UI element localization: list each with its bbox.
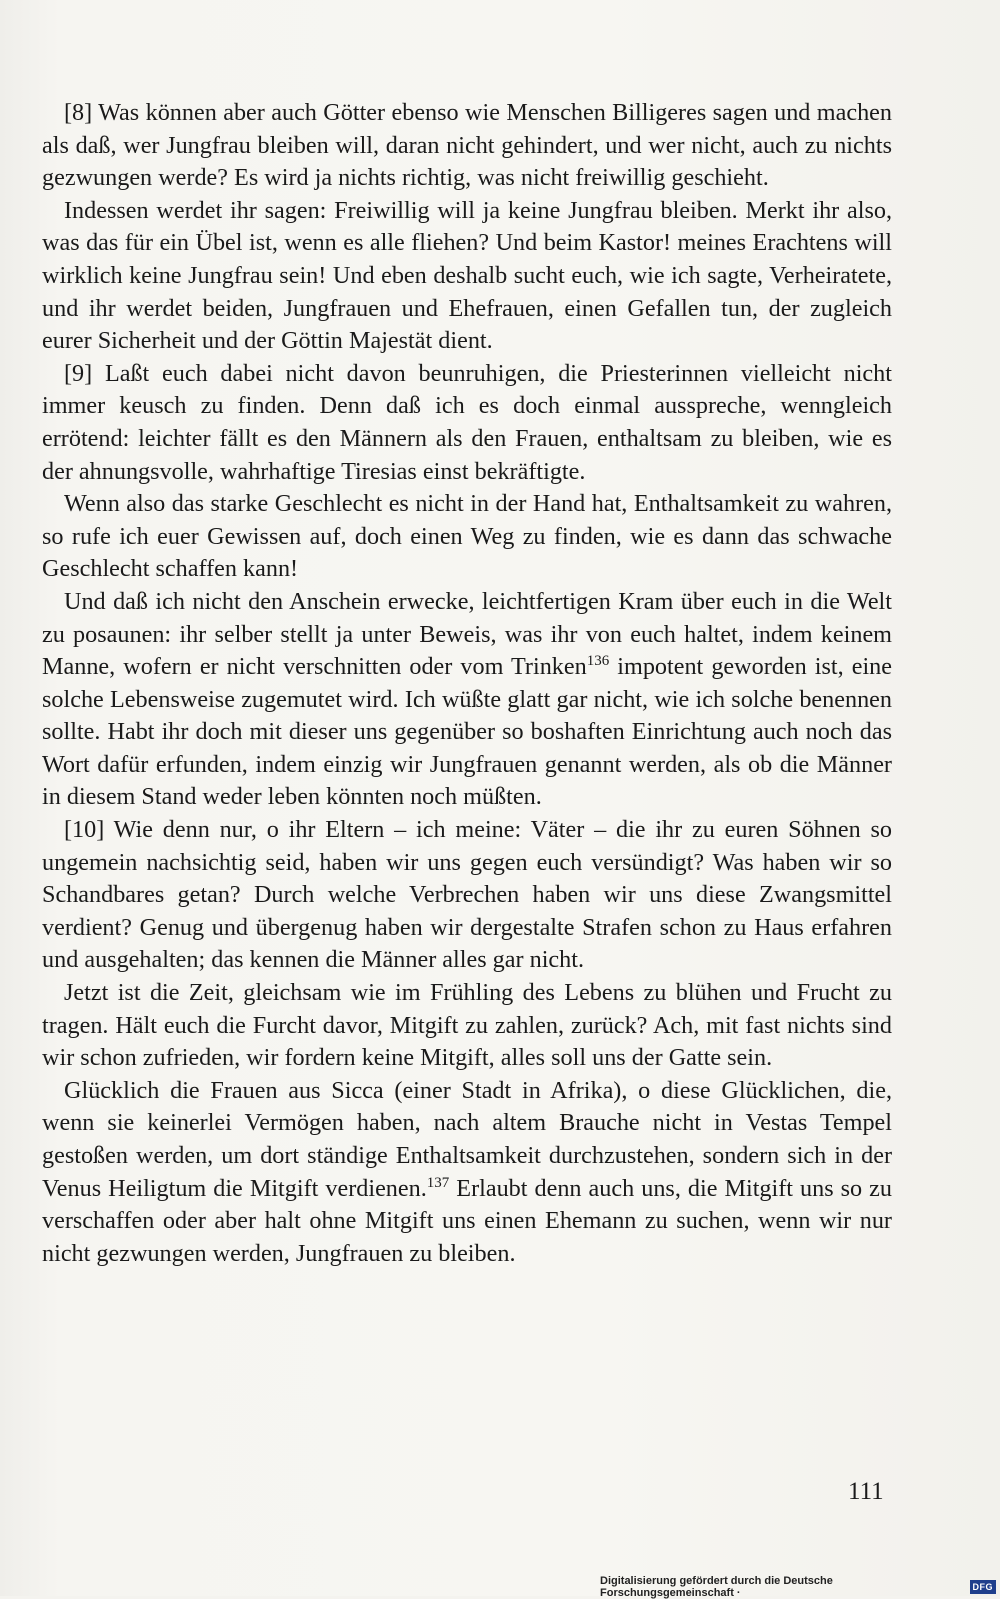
paragraph bbox=[42, 488, 892, 586]
paragraph-text: Wenn also das starke Geschlecht es nicht in der Hand hat, Enthaltsamkeit zu wahren, so rufe ich euer Gewissen auf, doch einen Weg zu finden, wie es dann das schwache Geschlecht schaffen kann! bbox=[42, 490, 892, 583]
paragraph-text: Erlaubt denn auch uns, die Mitgift uns so zu verschaffen oder aber halt ohne Mitgift uns einen Ehemann zu suchen, wenn wir nur nicht gezwungen werden, Jungfrauen zu bleiben. bbox=[42, 1174, 892, 1267]
paragraph-text: Und daß ich nicht den Anschein erwecke, leichtfertigen Kram über euch in die Welt zu posaunen: ihr selber stellt ja unter Beweis, was ihr von euch haltet, indem keinem Manne, wofern er nicht verschnitten oder vom Trinken bbox=[42, 587, 892, 681]
credit-text: Digitalisierung gefördert durch die Deutsche Forschungsgemeinschaft · bbox=[600, 1574, 833, 1599]
paragraph-text: Indessen werdet ihr sagen: Freiwillig will ja keine Jungfrau bleiben. Merkt ihr also, was das für ein Übel ist, wenn es alle fliehen? Und beim Kastor! meines Erachtens will wirklich keine Jungfrau sein! Und eben deshalb sucht euch, wie ich sagte, Verheiratete, und ihr werdet beiden, Jungfrauen und Ehefrauen, einen Gefallen tun, der zugleich eurer Sicherheit und der Göttin Majestät dient. bbox=[42, 196, 892, 355]
footnote-marker: 136 bbox=[586, 653, 610, 670]
paragraph bbox=[42, 358, 892, 488]
digitization-credit bbox=[600, 1574, 1000, 1599]
body-text bbox=[42, 97, 892, 1270]
footnote-marker: 137 bbox=[426, 1174, 450, 1191]
paragraph bbox=[42, 814, 892, 977]
paragraph-text: [10] Wie denn nur, o ihr Eltern – ich meine: Väter – die ihr zu euren Söhnen so ungemein nachsichtig seid, haben wir uns gegen euch versündigt? Was haben wir so Schandbares getan? Durch welche Verbrechen haben wir uns diese Zwangsmittel verdient? Genug und übergenug haben wir dergestalte Strafen schon zu Haus erfahren und ausgehalten; das kennen die Männer alles gar nicht. bbox=[42, 816, 892, 974]
page-number: 111 bbox=[848, 1478, 884, 1505]
paragraph-text: Jetzt ist die Zeit, gleichsam wie im Frühling des Lebens zu blühen und Frucht zu tragen. Hält euch die Furcht davor, Mitgift zu zahlen, zurück? Ach, mit fast nichts sind wir schon zufrieden, wir fordern keine Mitgift, alles soll uns der Gatte sein. bbox=[42, 979, 892, 1072]
paragraph bbox=[42, 977, 892, 1075]
paragraph-text: [9] Laßt euch dabei nicht davon beunruhigen, die Priesterinnen vielleicht nicht immer keusch zu finden. Denn daß ich es doch einmal ausspreche, wenngleich errötend: leichter fällt es den Männern als den Frauen, enthaltsam zu bleiben, wie es der ahnungsvolle, wahrhaftige Tiresias einst bekräftigte. bbox=[42, 359, 892, 485]
paragraph bbox=[42, 97, 892, 195]
paragraph bbox=[42, 195, 892, 358]
paragraph bbox=[42, 1075, 892, 1271]
paragraph-text: impotent geworden ist, eine solche Lebensweise zugemutet wird. Ich wüßte glatt gar nicht, wie ich solche benennen sollte. Habt ihr doch mit dieser uns gegenüber so boshaften Einrichtung auch noch das Wort dafür erfunden, indem einzig wir Jungfrauen genannt werden, als ob die Männer in diesem Stand weder leben könnten noch müßten. bbox=[42, 653, 892, 811]
paragraph-text: [8] Was können aber auch Götter ebenso wie Menschen Billigeres sagen und machen als daß, wer Jungfrau bleiben will, daran nicht gehindert, und wer nicht, auch zu nichts gezwungen werde? Es wird ja nichts richtig, was nicht freiwillig geschieht. bbox=[42, 99, 892, 192]
paragraph-text: Glücklich die Frauen aus Sicca (einer Stadt in Afrika), o diese Glücklichen, die, wenn sie keinerlei Vermögen haben, nach altem Brauche nicht in Vestas Tempel gestoßen werden, um dort ständige Enthaltsamkeit durchzustehen, sondern sich in der Venus Heiligtum die Mitgift verdienen. bbox=[42, 1076, 892, 1202]
dfg-logo: DFG bbox=[970, 1580, 997, 1594]
paragraph bbox=[42, 586, 892, 814]
